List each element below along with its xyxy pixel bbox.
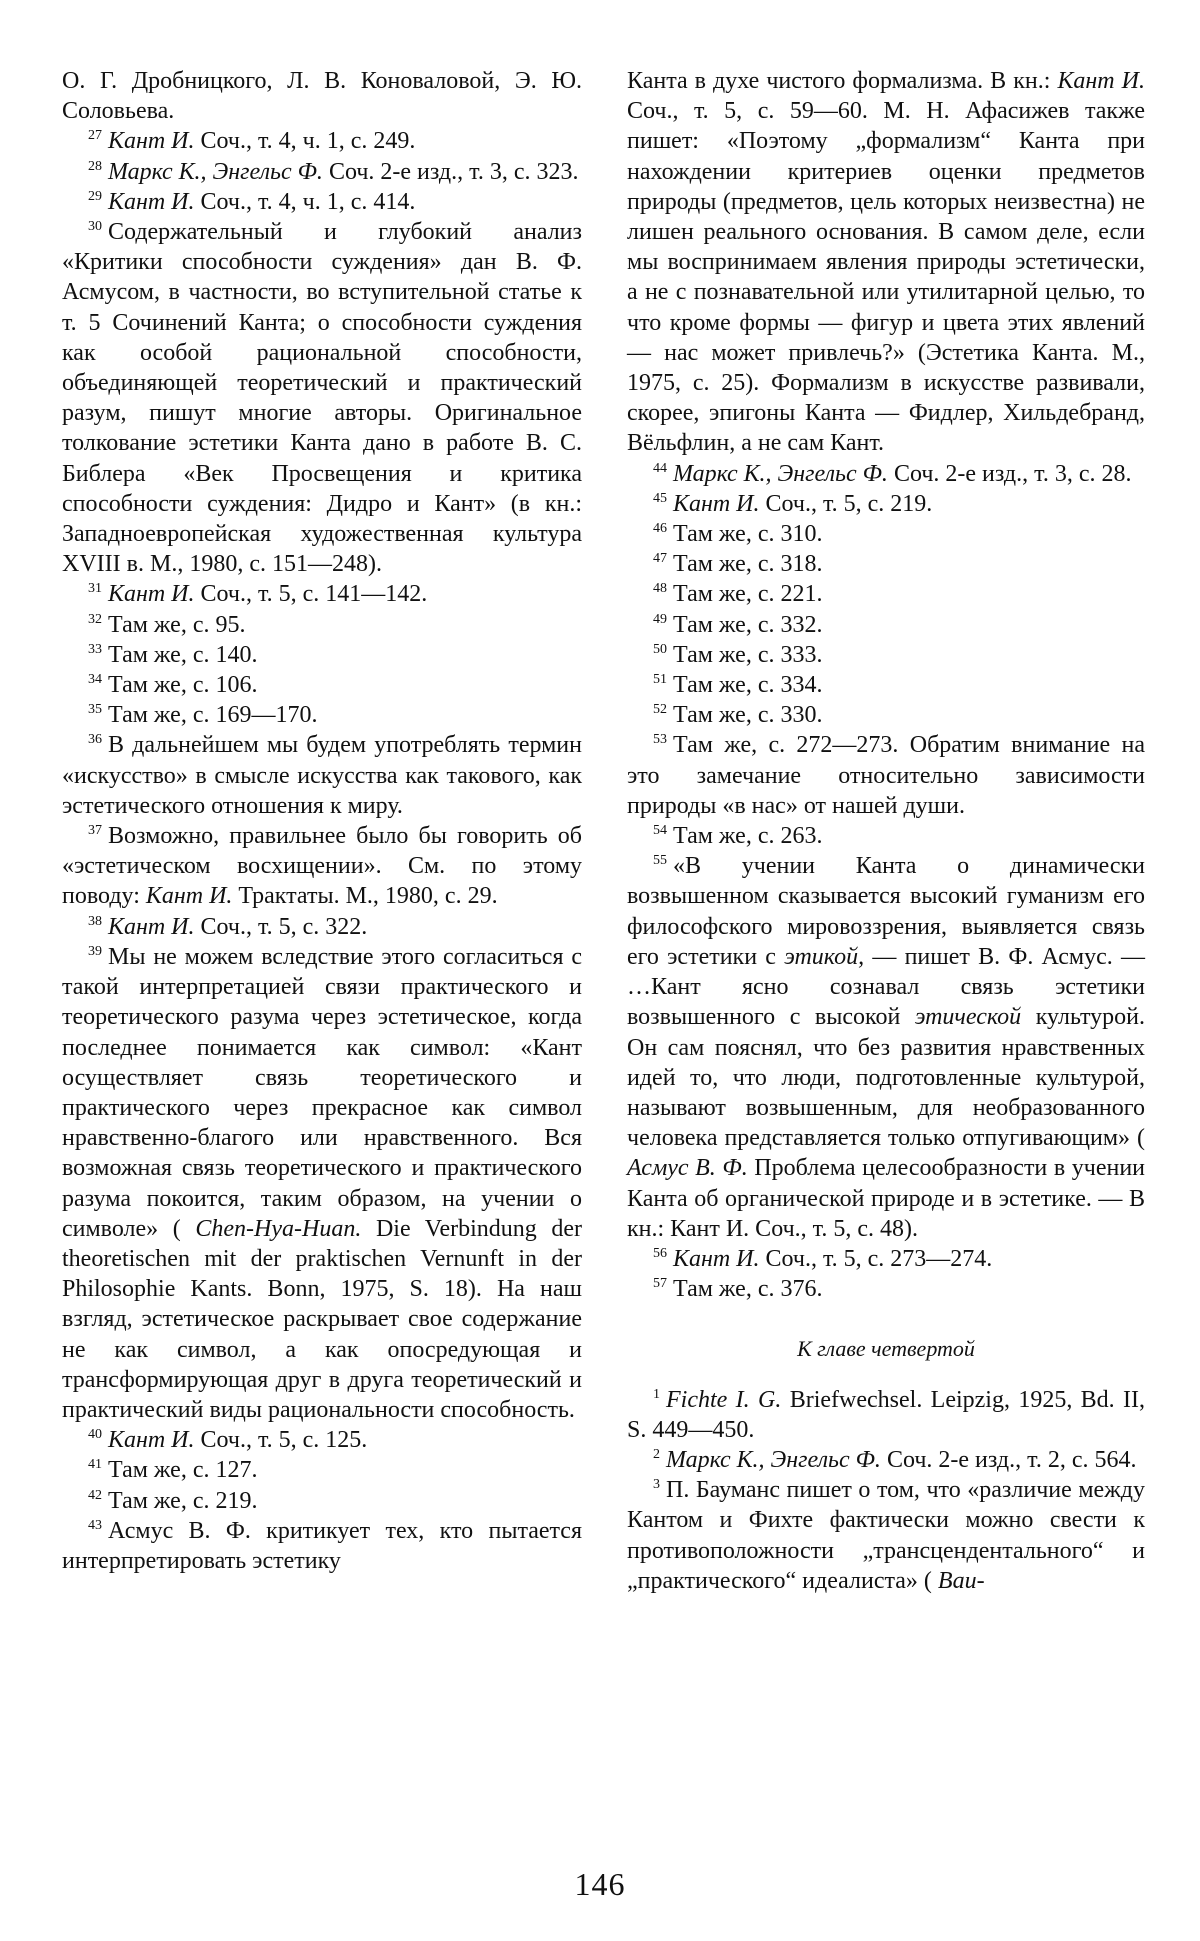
footnote-number: 57	[653, 1276, 667, 1292]
footnote-continuation	[62, 66, 582, 126]
footnote	[62, 1486, 582, 1516]
footnote	[62, 217, 582, 579]
footnote-text: Соч., т. 5, с. 141—142.	[200, 581, 428, 608]
footnote-number: 44	[653, 460, 667, 476]
author-name: Кант И.	[108, 913, 195, 940]
footnote-text: Возможно, правильнее было бы говорить об «эстетическом восхищении». См. по этому поводу:	[62, 823, 582, 910]
footnote	[627, 1385, 1145, 1445]
footnote	[627, 821, 1145, 851]
footnote-text: Там же, с. 169—170.	[108, 702, 318, 729]
footnote-number: 39	[88, 943, 102, 959]
footnote-number: 33	[88, 641, 102, 657]
footnote-number: 37	[88, 823, 102, 839]
footnote-text: Канта в духе чистого формализма. В кн.:	[627, 68, 1051, 94]
footnote-number: 52	[653, 702, 667, 718]
author-name: этической	[914, 1004, 1022, 1031]
footnote-text: О. Г. Дробницкого, Л. В. Коноваловой, Э. Ю. Соловьева.	[62, 68, 582, 125]
footnote	[627, 579, 1145, 609]
footnote-text: Трактаты. М., 1980, с. 29.	[238, 883, 498, 910]
footnote-text: Там же, с. 140.	[108, 641, 258, 668]
footnote	[62, 640, 582, 670]
footnote	[62, 700, 582, 730]
footnote-number: 31	[88, 581, 102, 597]
footnote-number: 30	[88, 219, 102, 235]
chapter-heading: К главе четвертой	[797, 1336, 975, 1362]
footnote-number: 47	[653, 551, 667, 567]
author-name: Chen-Hya-Huan.	[195, 1215, 362, 1242]
footnote	[62, 610, 582, 640]
footnote-text: Там же, с. 219.	[108, 1487, 258, 1514]
footnote	[62, 126, 582, 156]
author-name: Асмус В. Ф.	[627, 1155, 748, 1182]
author-name: Fichte I. G.	[666, 1386, 782, 1413]
author-name: Кант И.	[108, 188, 195, 215]
footnote-text: Там же, с. 310.	[673, 521, 823, 548]
footnote-text: Соч., т. 5, с. 59—60. М. Н. Афасижев также пишет: «Поэтому „формализм“ Канта при нахождении критериев оценки предметов природы (предметов, цель которых неизвестна) не лишен реального основания. В самом деле, если мы воспринимаем явления природы эстетически, а не с познавательной или утилитарной целью, то что кроме формы — фигур и цвета этих явлений — нас может привлечь?» (Эстетика Канта. М., 1975, с. 25). Формализм в искусстве развивали, скорее, эпигоны Канта — Фидлер, Хильдебранд, Вёльфлин, а не сам Кант.	[627, 98, 1145, 457]
footnote-number: 38	[88, 913, 102, 929]
footnote-number: 48	[653, 581, 667, 597]
footnote-text: Там же, с. 272—273. Обратим внимание на это замечание относительно зависимости природы «в нас» от нашей души.	[627, 732, 1145, 819]
footnote-text: культурой. Он сам пояснял, что без развития нравственных идей то, что люди, подготовленные культурой, называют возвышенным, для необразованного человека представляется только отпугивающим» (	[627, 1004, 1145, 1152]
footnote-number: 50	[653, 641, 667, 657]
footnote-text: Die Verbindung der theoretischen mit der praktischen Vernunft in der Philosophie Kants. Bonn, 1975, S. 18). На наш взгляд, эстетическое раскрывает свое содержание не как символ, а как опосредующая и трансформирующая друг в друга теоретический и практический виды рациональности способность.	[62, 1215, 583, 1423]
footnote	[627, 1274, 1145, 1304]
footnote-text: Там же, с. 333.	[673, 641, 823, 668]
footnote-text: Там же, с. 106.	[108, 672, 258, 699]
footnote	[62, 942, 582, 1425]
footnote-text: Проблема целесообразности в учении Канта об органической природе и в эстетике. — В кн.: Кант И. Соч., т. 5, с. 48).	[627, 1155, 1146, 1242]
footnote-continuation	[627, 66, 1145, 459]
footnote-text: В дальнейшем мы будем употреблять термин «искусство» в смысле искусства как такового, как эстетического отношения к миру.	[62, 732, 582, 819]
right-column	[627, 66, 1145, 1596]
footnote-text: Соч., т. 4, ч. 1, с. 249.	[200, 128, 416, 155]
footnote-number: 28	[88, 158, 102, 174]
left-column	[62, 66, 582, 1576]
footnote-text: Там же, с. 334.	[673, 672, 823, 699]
footnote-number: 27	[88, 128, 102, 144]
footnote	[62, 1455, 582, 1485]
footnote	[627, 700, 1145, 730]
right-column-notes	[627, 66, 1145, 1304]
footnote-text: Асмус В. Ф. критикует тех, кто пытается интерпретировать эстетику	[62, 1517, 582, 1574]
footnote	[627, 640, 1145, 670]
footnote-text: Там же, с. 263.	[673, 823, 823, 850]
author-name: этикой,	[784, 943, 865, 970]
footnote-text: Там же, с. 127.	[108, 1457, 258, 1484]
footnote-text: Там же, с. 95.	[108, 611, 246, 638]
footnote	[62, 730, 582, 821]
footnote	[627, 489, 1145, 519]
author-name: Маркс К., Энгельс Ф.	[108, 158, 323, 185]
footnote-text: — пишет В. Ф. Асмус. — …Кант ясно сознавал связь эстетики возвышенного с высокой	[627, 943, 1146, 1031]
footnote-number: 45	[653, 490, 667, 506]
author-name: Кант И.	[108, 1427, 195, 1454]
footnote-text: Там же, с. 376.	[673, 1276, 823, 1303]
footnote	[62, 1425, 582, 1455]
footnote-number: 32	[88, 611, 102, 627]
footnote-number: 56	[653, 1245, 667, 1261]
author-name: Bau-	[937, 1567, 985, 1594]
footnote-number: 34	[88, 672, 102, 688]
author-name: Кант И.	[673, 1245, 760, 1272]
footnote	[62, 670, 582, 700]
footnote	[62, 1516, 582, 1576]
footnote	[627, 730, 1145, 821]
footnote-text: «В учении Канта о динамически возвышенном сказывается высокий гуманизм его философского мировоззрения, выявляется связь его эстетики с	[627, 853, 1145, 970]
footnote-text: Там же, с. 221.	[673, 581, 823, 608]
author-name: Кант И.	[673, 490, 760, 517]
footnote	[62, 157, 582, 187]
footnote	[627, 610, 1145, 640]
footnote	[627, 549, 1145, 579]
footnote-text: Мы не можем вследствие этого согласиться с такой интерпретацией связи практического и теоретического разума через эстетическое, когда последнее понимается как символ: «Кант осуществляет связь теоретического и практического через прекрасное как символ нравственно-благого или нравственного. Вся возможная связь теоретического и практического разума покоится, таким образом, на учении о символе» (	[62, 943, 582, 1242]
footnote-text: Соч. 2-е изд., т. 3, с. 323.	[328, 158, 579, 185]
footnote-number: 55	[653, 853, 667, 869]
author-name: Кант И.	[1057, 68, 1146, 94]
author-name: Кант И.	[145, 883, 233, 910]
chapter-notes	[627, 1385, 1145, 1596]
footnote-number: 49	[653, 611, 667, 627]
author-name: Кант И.	[108, 128, 195, 155]
footnote-number: 35	[88, 702, 102, 718]
footnote-text: Briefwechsel. Leipzig, 1925, Bd. II, S. 449—450.	[627, 1386, 1146, 1443]
author-name: Маркс К., Энгельс Ф.	[666, 1446, 881, 1473]
footnote-text: Там же, с. 330.	[673, 702, 823, 729]
footnote-number: 41	[88, 1457, 102, 1473]
footnote-text: Соч. 2-е изд., т. 2, с. 564.	[886, 1446, 1137, 1473]
footnote	[62, 579, 582, 609]
footnote-number: 36	[88, 732, 102, 748]
footnote-number: 29	[88, 188, 102, 204]
footnote-text: Соч. 2-е изд., т. 3, с. 28.	[893, 460, 1132, 487]
footnote	[62, 821, 582, 912]
footnote-text: Содержательный и глубокий анализ «Критики способности суждения» дан В. Ф. Асмусом, в частности, во вступительной статье к т. 5 Сочинений Канта; о способности суждения как особой рациональной способности, объединяющей теоретический и практический разум, пишут многие авторы. Оригинальное толкование эстетики Канта дано в работе В. С. Библера «Век Просвещения и критика способности суждения: Дидро и Кант» (в кн.: Западноевропейская художественная культура XVIII в. М., 1980, с. 151—248).	[62, 219, 582, 578]
footnote-text: Соч., т. 4, ч. 1, с. 414.	[200, 188, 416, 215]
page-number: 146	[574, 1866, 626, 1902]
footnote-number: 54	[653, 823, 667, 839]
footnote-number: 51	[653, 672, 667, 688]
footnote-number: 2	[653, 1446, 660, 1462]
footnote	[62, 912, 582, 942]
footnote-text: П. Бауманс пишет о том, что «различие между Кантом и Фихте фактически можно свести к противоположности „трансцендентального“ и „практического“ идеалиста» (	[627, 1477, 1145, 1594]
footnote	[627, 459, 1145, 489]
footnote-text: Соч., т. 5, с. 125.	[200, 1427, 368, 1454]
footnote	[627, 670, 1145, 700]
footnote	[62, 187, 582, 217]
footnote-text: Соч., т. 5, с. 273—274.	[765, 1245, 993, 1272]
footnote-number: 53	[653, 732, 667, 748]
author-name: Кант И.	[108, 581, 195, 608]
footnote	[627, 1475, 1145, 1596]
footnote	[627, 1244, 1145, 1274]
footnote-text: Соч., т. 5, с. 219.	[765, 490, 933, 517]
footnote	[627, 851, 1145, 1244]
footnote-number: 42	[88, 1487, 102, 1503]
footnote-number: 1	[653, 1386, 660, 1402]
footnote-number: 3	[653, 1477, 660, 1493]
footnote-text: Соч., т. 5, с. 322.	[200, 913, 368, 940]
footnote-number: 43	[88, 1517, 102, 1533]
footnote-text: Там же, с. 332.	[673, 611, 823, 638]
author-name: Маркс К., Энгельс Ф.	[673, 460, 888, 487]
footnote-text: Там же, с. 318.	[673, 551, 823, 578]
footnote-number: 46	[653, 521, 667, 537]
footnote	[627, 519, 1145, 549]
footnote	[627, 1445, 1145, 1475]
footnote-number: 40	[88, 1427, 102, 1443]
